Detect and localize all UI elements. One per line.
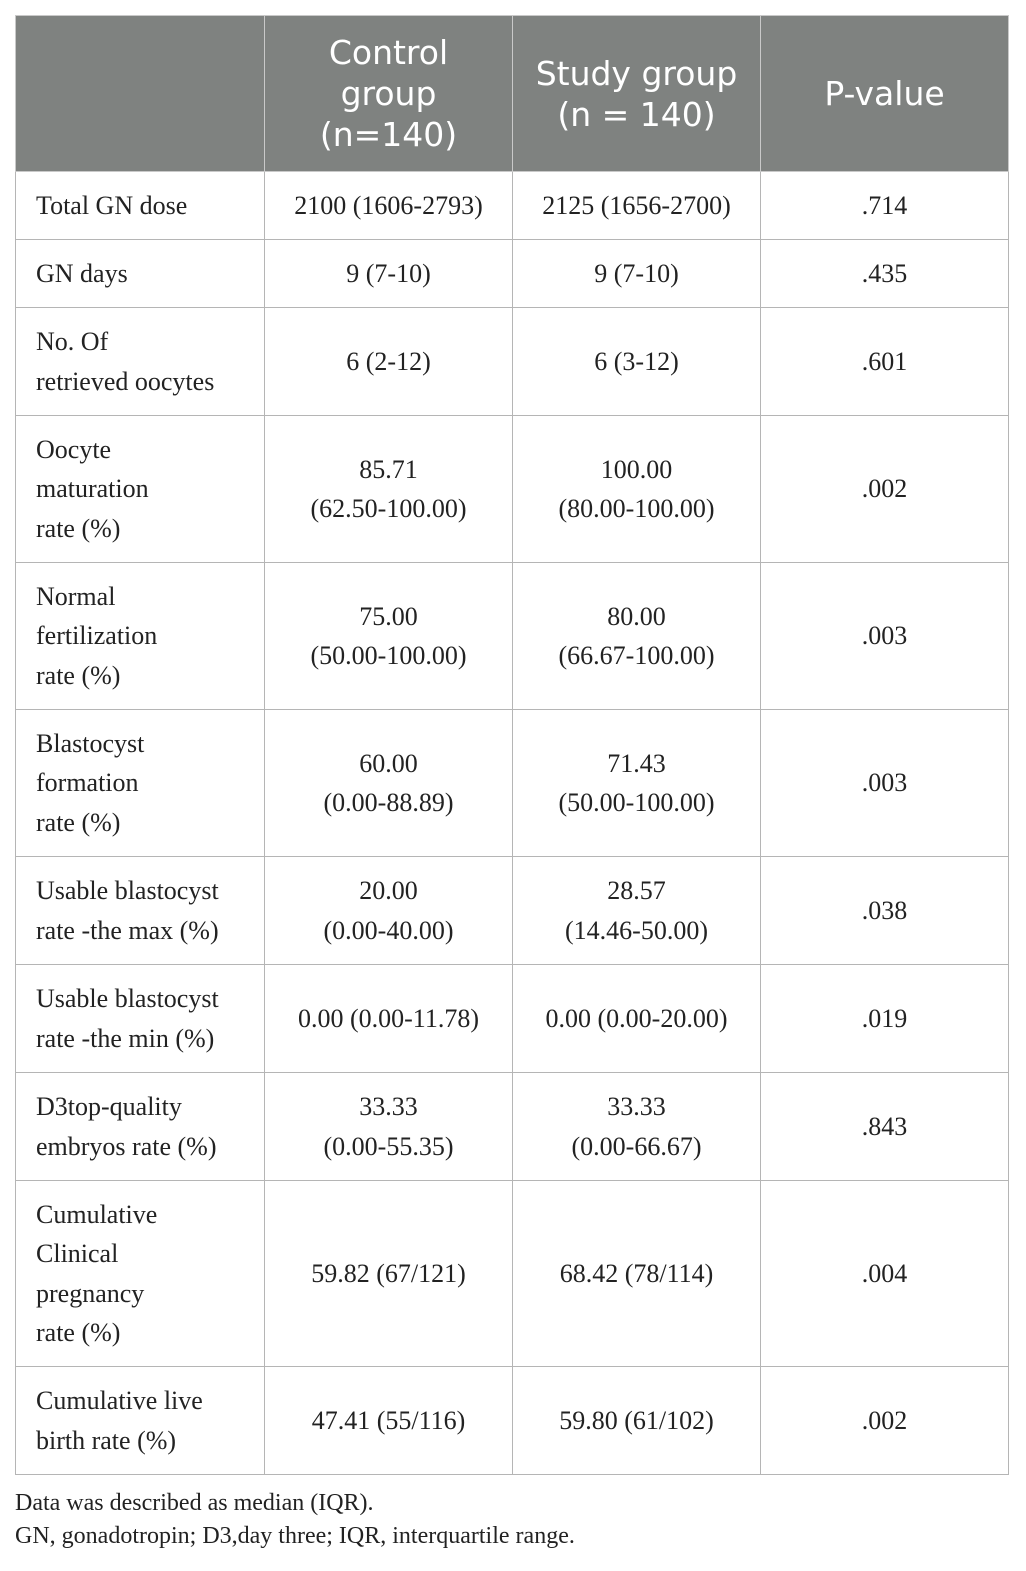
control-value [265,1073,513,1181]
control-value-line: (0.00-55.35) [323,1131,454,1161]
control-value-line: 0.00 (0.00-11.78) [297,1003,479,1033]
control-value-line: 33.33 [359,1092,418,1121]
table-row [16,563,1009,710]
row-label-line: rate (%) [36,1318,121,1347]
row-label [16,308,265,416]
study-value [513,416,761,563]
header-line: P-value [824,74,945,113]
header-line: Control [328,33,449,72]
header-study-group [513,16,761,172]
study-value-line: 100.00 [600,454,673,484]
row-label-line: Clinical [36,1239,119,1268]
control-value-line: (50.00-100.00) [310,641,467,670]
row-label-line: birth rate (%) [36,1425,177,1455]
row-label-line: Cumulative live [36,1386,203,1415]
study-value-line: (80.00-100.00) [558,494,715,523]
study-value [513,240,761,308]
header-control-group [265,16,513,172]
p-value: .004 [761,1181,1009,1367]
row-label-line: rate -the max (%) [36,915,219,945]
study-value [513,857,761,965]
p-value: .714 [761,172,1009,240]
study-value-line: 68.42 (78/114) [559,1258,714,1288]
row-label-line: rate -the min (%) [36,1023,215,1053]
p-value: .843 [761,1073,1009,1181]
p-value: .019 [761,965,1009,1073]
table-row [16,1367,1009,1475]
header-line: (n = 140) [557,94,716,134]
p-value: .435 [761,240,1009,308]
control-value-line: (0.00-40.00) [323,915,454,945]
table-row [16,240,1009,308]
row-label [16,416,265,563]
study-value [513,965,761,1073]
control-value-line: 59.82 (67/121) [311,1258,466,1288]
row-label-line: rate (%) [36,807,121,837]
study-value-line: 33.33 [607,1092,666,1121]
footnotes [15,1487,1008,1553]
row-label [16,172,265,240]
control-value [265,710,513,857]
control-value [265,308,513,416]
control-value [265,965,513,1073]
row-label-line: embryos rate (%) [36,1131,217,1161]
table-row [16,308,1009,416]
row-label-line: pregnancy [36,1278,145,1308]
row-label-line: Normal [36,581,116,611]
row-label [16,1181,265,1367]
row-label-line: rate (%) [36,660,121,690]
footnote-median-iqr: Data was described as median (IQR). [15,1490,374,1516]
row-label-line: Blastocyst [36,728,145,758]
control-value-line: (0.00-88.89) [323,788,454,817]
table-row [16,416,1009,563]
table-row [16,965,1009,1073]
control-value [265,240,513,308]
row-label-line: formation [36,768,139,798]
results-table [15,15,1009,1475]
study-value [513,308,761,416]
p-value: .002 [761,416,1009,563]
study-value [513,1367,761,1475]
row-label [16,240,265,308]
footnote-abbreviations: GN, gonadotropin; D3,day three; IQR, interquartile range. [15,1523,575,1549]
header-row [16,16,1009,172]
study-value-line: 2125 (1656-2700) [542,190,731,220]
row-label [16,857,265,965]
header-line: (n=140) [319,115,458,154]
control-value-line: 6 (2-12) [346,346,431,376]
row-label [16,965,265,1073]
study-value [513,563,761,710]
control-value-line: 9 (7-10) [346,258,431,288]
row-label-line: Usable blastocyst [36,876,219,905]
study-value-line: (66.67-100.00) [558,641,715,670]
study-value-line: (50.00-100.00) [558,788,715,817]
control-value [265,563,513,710]
row-label [16,710,265,857]
header-p-value [761,16,1009,172]
study-value-line: 80.00 [607,601,666,631]
study-value-line: 28.57 [607,876,666,905]
table-page [15,15,1008,1553]
study-value-line: (14.46-50.00) [565,915,708,945]
p-value: .002 [761,1367,1009,1475]
row-label-line: rate (%) [36,513,121,543]
row-label [16,563,265,710]
study-value-line: 9 (7-10) [594,258,679,288]
study-value-line: (0.00-66.67) [571,1131,702,1161]
study-value [513,1181,761,1367]
control-value [265,172,513,240]
p-value: .003 [761,710,1009,857]
control-value-line: 2100 (1606-2793) [294,190,483,220]
row-label-line: Usable blastocyst [36,984,219,1013]
table-row [16,172,1009,240]
row-label-line: Total GN dose [36,190,188,220]
row-label-line: D3top-quality [36,1092,182,1121]
row-label-line: GN days [36,258,128,288]
control-value [265,857,513,965]
control-value-line: (62.50-100.00) [310,494,467,523]
header-empty [16,16,265,172]
control-value [265,1181,513,1367]
row-label-line: retrieved oocytes [36,366,215,396]
row-label-line: maturation [36,474,149,504]
control-value [265,416,513,563]
control-value [265,1367,513,1475]
p-value: .003 [761,563,1009,710]
table-body [16,172,1009,1475]
table-row [16,857,1009,965]
study-value-line: 6 (3-12) [594,346,679,376]
table-row [16,1073,1009,1181]
table-row [16,1181,1009,1367]
row-label-line: No. Of [36,327,109,356]
control-value-line: 60.00 [359,748,418,778]
study-value [513,172,761,240]
control-value-line: 75.00 [359,601,418,631]
row-label-line: fertilization [36,621,158,651]
header-line: group [340,74,437,113]
row-label [16,1367,265,1475]
study-value-line: 0.00 (0.00-20.00) [545,1003,728,1033]
row-label-line: Cumulative [36,1199,158,1229]
study-value-line: 59.80 (61/102) [559,1405,714,1435]
control-value-line: 85.71 [359,454,418,484]
p-value: .038 [761,857,1009,965]
table-row [16,710,1009,857]
study-value [513,710,761,857]
header-line: Study group [535,53,738,93]
control-value-line: 20.00 [359,876,418,905]
row-label-line: Oocyte [36,434,112,464]
p-value: .601 [761,308,1009,416]
study-value [513,1073,761,1181]
row-label [16,1073,265,1181]
control-value-line: 47.41 (55/116) [311,1405,466,1435]
study-value-line: 71.43 [607,748,666,778]
